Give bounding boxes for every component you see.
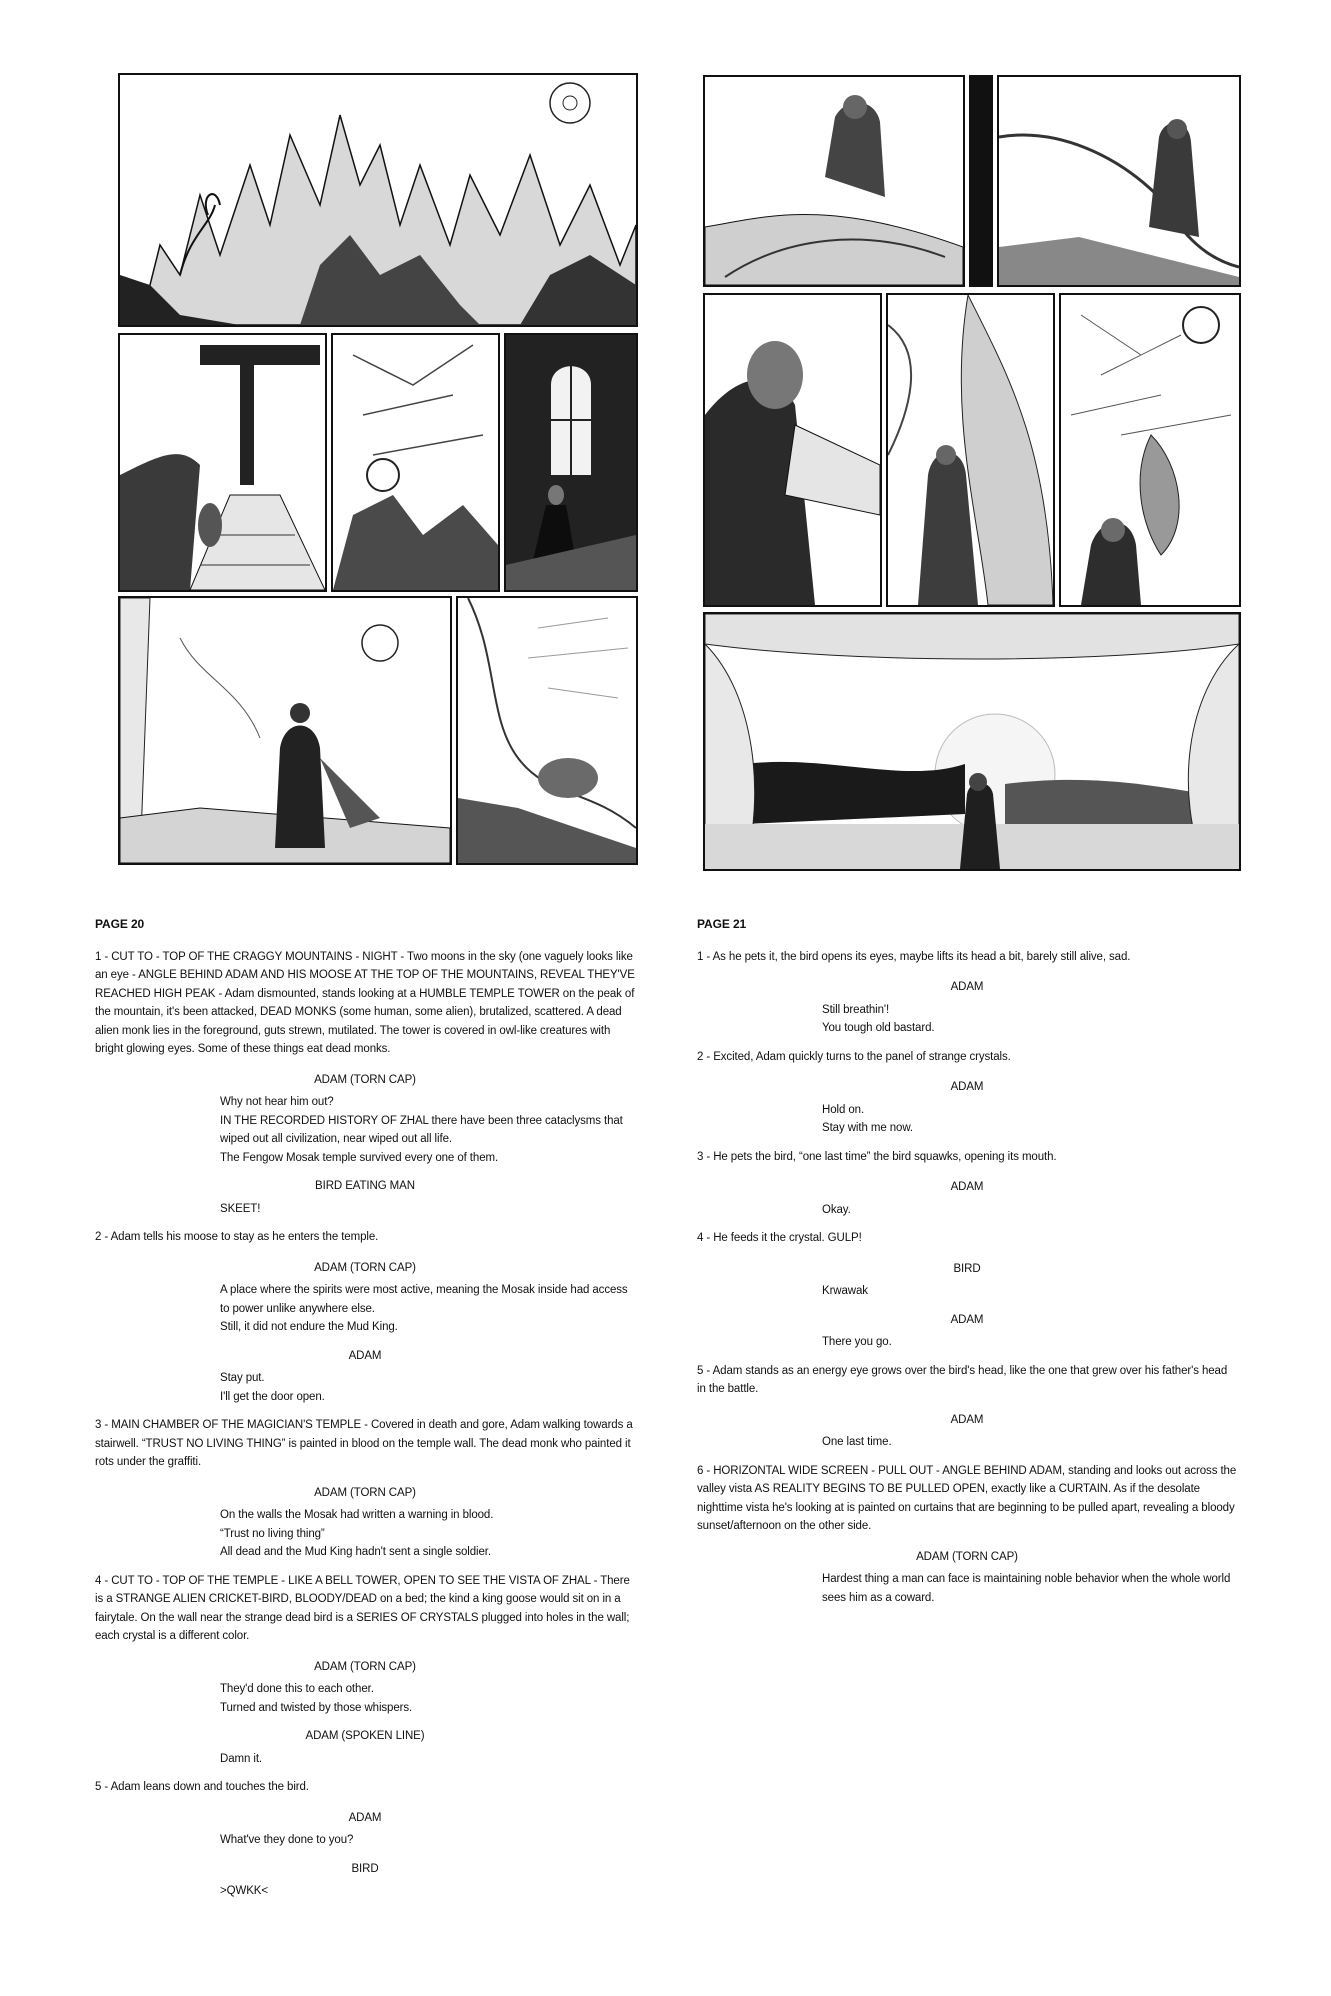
panel-21-2-artwork	[969, 75, 993, 287]
speaker-name: ADAM (TORN CAP)	[314, 1660, 416, 1673]
script-page-20	[95, 915, 635, 1911]
dialogue-block	[95, 1831, 635, 1850]
dialogue-line: SKEET!	[220, 1202, 261, 1215]
speaker-name: ADAM (TORN CAP)	[916, 1550, 1018, 1563]
adam-turning-illustration	[999, 77, 1239, 285]
speaker-name: ADAM	[348, 1349, 382, 1362]
dialogue-block	[95, 1506, 635, 1562]
dialogue-block	[697, 1201, 1237, 1220]
dialogue-line: A place where the spirits were most active, meaning the Mosak inside had access to power unlike anywhere else.	[220, 1284, 631, 1315]
dialogue-line: Hold on.	[822, 1103, 865, 1116]
speaker-name: ADAM	[950, 1313, 984, 1326]
panel-20-3-artwork	[331, 333, 500, 592]
direction-20-3: 3 - MAIN CHAMBER OF THE MAGICIAN'S TEMPLE - Covered in death and gore, Adam walking towards a stairwell. “TRUST NO LIVING THING” is painted in blood on the temple wall. The dead monk who painted it rots under the graffiti.	[95, 1419, 633, 1468]
panel-21-3-artwork	[997, 75, 1241, 287]
panel-20-1-artwork	[118, 73, 638, 327]
stairwell-window-illustration	[506, 335, 636, 590]
speaker-name: ADAM	[950, 1181, 984, 1193]
speaker-name: ADAM (SPOKEN LINE)	[305, 1730, 425, 1742]
direction-21-1: 1 - As he pets it, the bird opens its eyes, maybe lifts its head a bit, barely still alive, sad.	[697, 950, 1131, 963]
panel-21-5-artwork	[886, 293, 1055, 607]
panel-21-6-artwork	[1059, 293, 1241, 607]
dialogue-block	[95, 1680, 635, 1717]
dialogue-line: “Trust no living thing”	[220, 1527, 325, 1540]
dialogue-block	[697, 1101, 1237, 1138]
blood-warning-wall-illustration	[333, 335, 498, 590]
speaker-name: ADAM (TORN CAP)	[314, 1261, 416, 1274]
speaker-name: ADAM (TORN CAP)	[314, 1486, 416, 1499]
panel-21-4-artwork	[703, 293, 882, 607]
direction-20-4: 4 - CUT TO - TOP OF THE TEMPLE - LIKE A BELL TOWER, OPEN TO SEE THE VISTA OF ZHAL - There is a STRANGE ALIEN CRICKET-BIRD, BLOODY/DEAD on a bed; the kind a king goose would sit on in a fairytale. On the wall near the strange dead bird is a SERIES OF CRYSTALS plugged into holes in the wall; each crystal is a different color.	[95, 1574, 630, 1642]
speaker-name: BIRD	[351, 1862, 379, 1875]
dialogue-line: IN THE RECORDED HISTORY OF ZHAL there have been three cataclysms that wiped out all civilization, near wiped out all life.	[220, 1114, 626, 1145]
page-title: PAGE 21	[697, 917, 747, 931]
dialogue-line: You tough old bastard.	[822, 1022, 935, 1034]
dialogue-line: Turned and twisted by those whispers.	[220, 1701, 413, 1714]
dialogue-block	[697, 1570, 1237, 1607]
dialogue-line: All dead and the Mud King hadn't sent a single soldier.	[220, 1546, 491, 1558]
dialogue-line: Krwawak	[822, 1285, 868, 1297]
direction-20-1: 1 - CUT TO - TOP OF THE CRAGGY MOUNTAINS - NIGHT - Two moons in the sky (one vaguely looks like an eye - ANGLE BEHIND ADAM AND HIS MOOSE AT THE TOP OF THE MOUNTAINS, REVEAL THEY'VE REACHED HIGH PEAK - Adam dismounted, stands looking at a HUMBLE TEMPLE TOWER on the peak of the mountain, it's been attacked, DEAD MONKS (some human, some alien), brutalized, scattered. A dead alien monk lies in the foreground, guts strewn, mutilated. The tower is covered in owl-like creatures with bright glowing eyes. Some of these things eat dead monks.	[95, 950, 635, 1055]
script-page-21	[697, 915, 1237, 1617]
dialogue-line: Okay.	[822, 1203, 851, 1216]
dialogue-block	[95, 1093, 635, 1167]
dialogue-line: They'd done this to each other.	[220, 1683, 374, 1695]
speaker-name: ADAM	[950, 981, 984, 993]
page-title: PAGE 20	[95, 917, 145, 931]
dialogue-block	[95, 1369, 635, 1406]
dialogue-line: What've they done to you?	[220, 1834, 354, 1846]
speaker-name: BIRD	[953, 1262, 981, 1275]
bird-feeding-illustration	[888, 295, 1053, 605]
dialogue-line: There you go.	[822, 1336, 892, 1348]
direction-21-5: 5 - Adam stands as an energy eye grows over the bird's head, like the one that grew over his father's head in the battle.	[697, 1364, 1228, 1395]
dialogue-line: I'll get the door open.	[220, 1390, 325, 1403]
panel-20-6-artwork	[456, 596, 638, 865]
direction-21-6: 6 - HORIZONTAL WIDE SCREEN - PULL OUT - ANGLE BEHIND ADAM, standing and looks out across the valley vista AS REALITY BEGINS TO BE PULLED OPEN, exactly like a CURTAIN. As if the desolate nighttime vista he's looking at is painted on curtains that are beginning to be pulled apart, revealing a bloody sunset/afternoon on the other side.	[697, 1464, 1237, 1532]
energy-eye-illustration	[1061, 295, 1239, 605]
direction-20-5: 5 - Adam leans down and touches the bird.	[95, 1781, 309, 1793]
dialogue-line: Hardest thing a man can face is maintaining noble behavior when the whole world sees him as a coward.	[822, 1573, 1234, 1604]
panel-20-4-artwork	[504, 333, 638, 592]
dialogue-line: Damn it.	[220, 1752, 263, 1765]
direction-21-2: 2 - Excited, Adam quickly turns to the panel of strange crystals.	[697, 1050, 1011, 1063]
curtain-reality-illustration	[705, 614, 1239, 869]
speaker-name: BIRD EATING MAN	[315, 1180, 415, 1192]
panel-20-5-artwork	[118, 596, 452, 865]
dialogue-block	[95, 1882, 635, 1901]
dialogue-line: The Fengow Mosak temple survived every one of them.	[220, 1151, 499, 1164]
dialogue-line: One last time.	[822, 1436, 892, 1448]
dialogue-line: Still breathin'!	[822, 1003, 890, 1016]
dialogue-line: Why not hear him out?	[220, 1096, 334, 1108]
dialogue-line: Still, it did not endure the Mud King.	[220, 1321, 398, 1333]
speaker-name: ADAM	[348, 1811, 382, 1824]
direction-20-2: 2 - Adam tells his moose to stay as he enters the temple.	[95, 1231, 379, 1243]
direction-21-4: 4 - He feeds it the crystal. GULP!	[697, 1232, 862, 1244]
dialogue-block	[697, 1433, 1237, 1452]
direction-21-3: 3 - He pets the bird, “one last time” the bird squawks, opening its mouth.	[697, 1150, 1057, 1163]
dead-bird-illustration	[458, 598, 636, 863]
dialogue-line: Stay with me now.	[822, 1122, 913, 1134]
mountain-temple-illustration	[120, 75, 636, 325]
speaker-name: ADAM	[950, 1081, 984, 1093]
dialogue-block	[697, 1282, 1237, 1301]
adam-closeup-illustration	[705, 295, 880, 605]
dialogue-block	[95, 1281, 635, 1337]
dialogue-block	[697, 1001, 1237, 1038]
panel-21-1-artwork	[703, 75, 965, 287]
speaker-name: ADAM (TORN CAP)	[314, 1073, 416, 1086]
adam-petting-bird-illustration	[705, 77, 963, 285]
dialogue-block	[95, 1200, 635, 1219]
dialogue-block	[95, 1750, 635, 1769]
dialogue-line: >QWKK<	[220, 1885, 268, 1897]
panel-20-2-artwork	[118, 333, 327, 592]
dialogue-block	[697, 1333, 1237, 1352]
dialogue-line: Stay put.	[220, 1372, 265, 1384]
panel-21-7-artwork	[703, 612, 1241, 871]
bell-tower-vista-illustration	[120, 598, 450, 863]
dialogue-line: On the walls the Mosak had written a warning in blood.	[220, 1509, 494, 1521]
temple-entrance-illustration	[120, 335, 325, 590]
speaker-name: ADAM	[950, 1413, 984, 1426]
